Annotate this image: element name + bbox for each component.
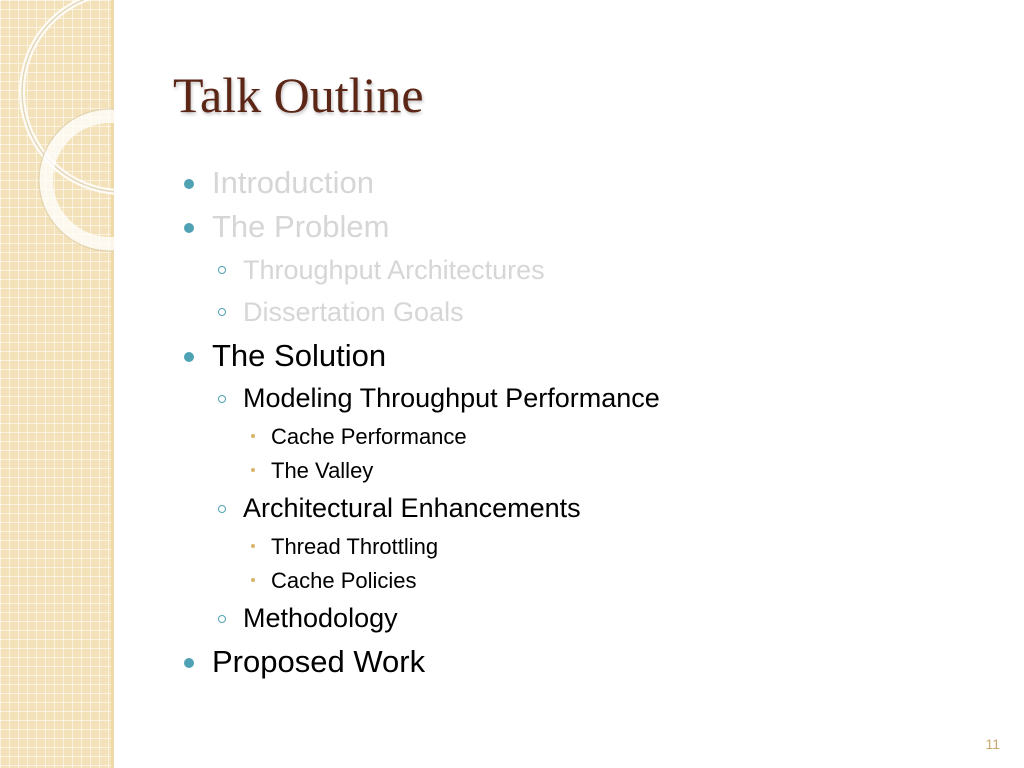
- outline-item-thread-throttling: Thread Throttling: [271, 534, 439, 559]
- page-number: 11: [985, 736, 1000, 752]
- bullet-dot-icon: [184, 223, 194, 233]
- bullet-ring-icon: [218, 308, 226, 316]
- outline-item-introduction: Introduction: [212, 165, 374, 200]
- slide-title: Talk Outline: [173, 67, 424, 123]
- outline-item-throughput-architectures: Throughput Architectures: [243, 255, 545, 285]
- outline-item-the-solution: The Solution: [212, 338, 387, 373]
- bullet-small-icon: [251, 434, 255, 438]
- bullet-ring-icon: [218, 615, 226, 623]
- outline-item-architectural-enhancements: Architectural Enhancements: [243, 493, 581, 523]
- bullet-small-icon: [251, 578, 255, 582]
- outline-item-proposed-work: Proposed Work: [212, 644, 426, 679]
- bullet-small-icon: [251, 544, 255, 548]
- decorative-circles: [0, 0, 114, 300]
- bullet-ring-icon: [218, 505, 226, 513]
- bullet-dot-icon: [184, 179, 194, 189]
- bullet-ring-icon: [218, 395, 226, 403]
- outline-item-dissertation-goals: Dissertation Goals: [243, 297, 464, 327]
- bullet-dot-icon: [184, 658, 194, 668]
- bullet-small-icon: [251, 468, 255, 472]
- outline-item-cache-policies: Cache Policies: [271, 568, 417, 593]
- bullet-dot-icon: [184, 352, 194, 362]
- outline-item-the-valley: The Valley: [271, 458, 374, 483]
- bullet-ring-icon: [218, 266, 226, 274]
- outline-item-cache-performance: Cache Performance: [271, 424, 467, 449]
- outline-item-modeling-throughput-performance: Modeling Throughput Performance: [243, 383, 660, 413]
- outline-item-methodology: Methodology: [243, 603, 398, 633]
- outline-item-the-problem: The Problem: [212, 209, 390, 244]
